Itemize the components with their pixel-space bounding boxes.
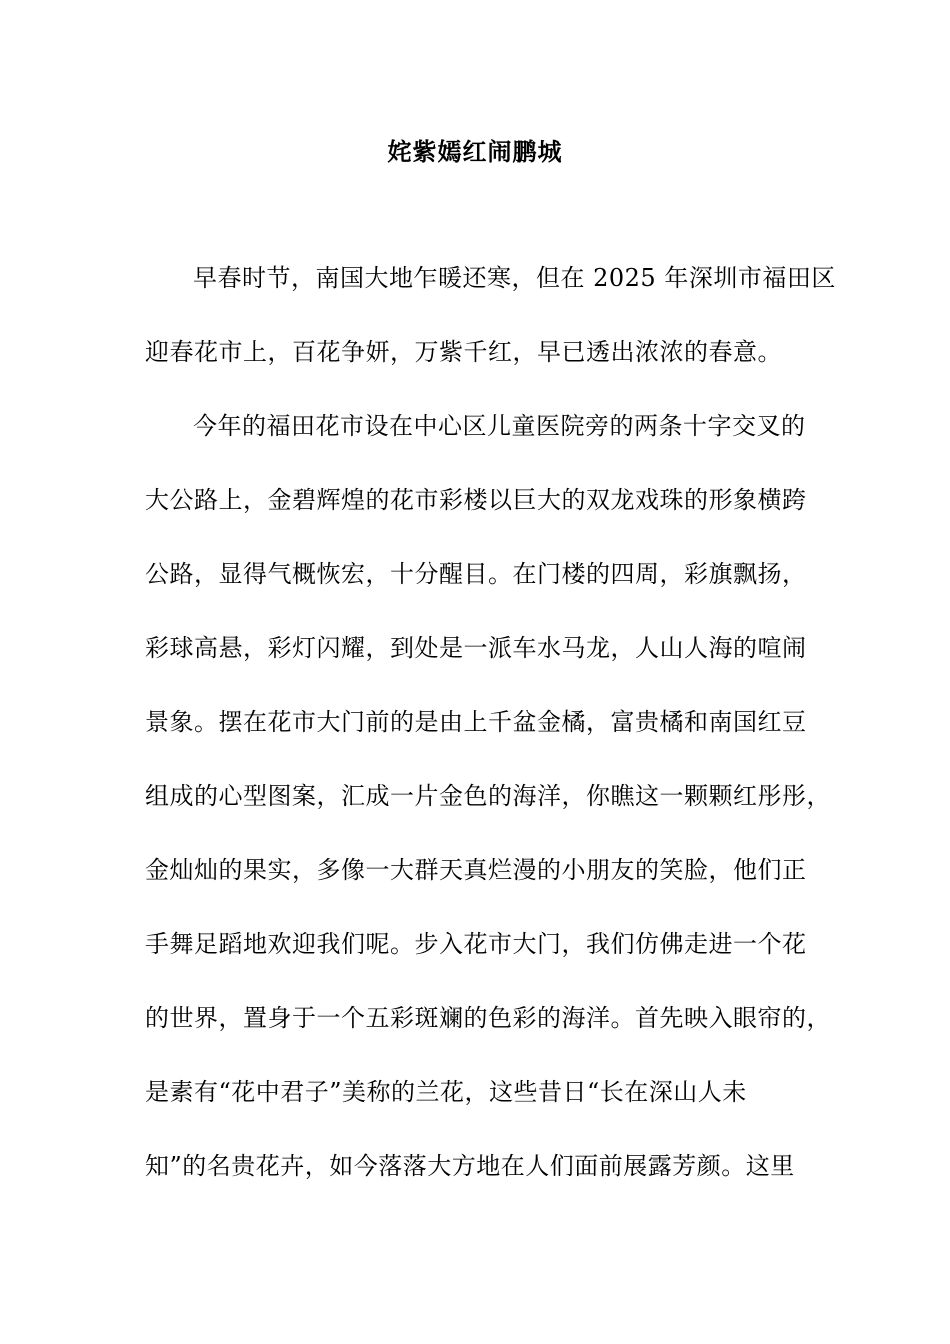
paragraph-2-line-9: 的世界，置身于一个五彩斑斓的色彩的海洋。首先映入眼帘的， [145,1004,831,1032]
paragraph-2-line-10: 是素有“花中君子”美称的兰花，这些昔日“长在深山人未 [145,1078,747,1106]
paragraph-2-line-8: 手舞足蹈地欢迎我们呢。步入花市大门，我们仿佛走进一个花 [145,930,807,958]
paragraph-2-line-1: 今年的福田花市设在中心区儿童医院旁的两条十字交叉的 [193,412,806,440]
paragraph-2-line-2: 大公路上，金碧辉煌的花市彩楼以巨大的双龙戏珠的形象横跨 [145,486,807,514]
paragraph-2-line-3: 公路，显得气概恢宏，十分醒目。在门楼的四周，彩旗飘扬， [145,560,807,588]
paragraph-2-line-4: 彩球高悬，彩灯闪耀，到处是一派车水马龙，人山人海的喧闹 [145,634,807,662]
page-title: 姹紫嫣红闹鹏城 [387,137,563,166]
paragraph-2-line-11: 知”的名贵花卉，如今落落大方地在人们面前展露芳颜。这里 [145,1152,795,1180]
paragraph-2-line-7: 金灿灿的果实，多像一大群天真烂漫的小朋友的笑脸，他们正 [145,856,807,884]
paragraph-1-line-1: 早春时节，南国大地乍暖还寒，但在 2025 年深圳市福田区 [193,264,836,292]
paragraph-2-line-6: 组成的心型图案，汇成一片金色的海洋，你瞧这一颗颗红彤彤， [145,782,831,810]
paragraph-2-line-5: 景象。摆在花市大门前的是由上千盆金橘，富贵橘和南国红豆 [145,708,807,736]
paragraph-1-line-2: 迎春花市上，百花争妍，万紫千红，早已透出浓浓的春意。 [145,338,782,366]
